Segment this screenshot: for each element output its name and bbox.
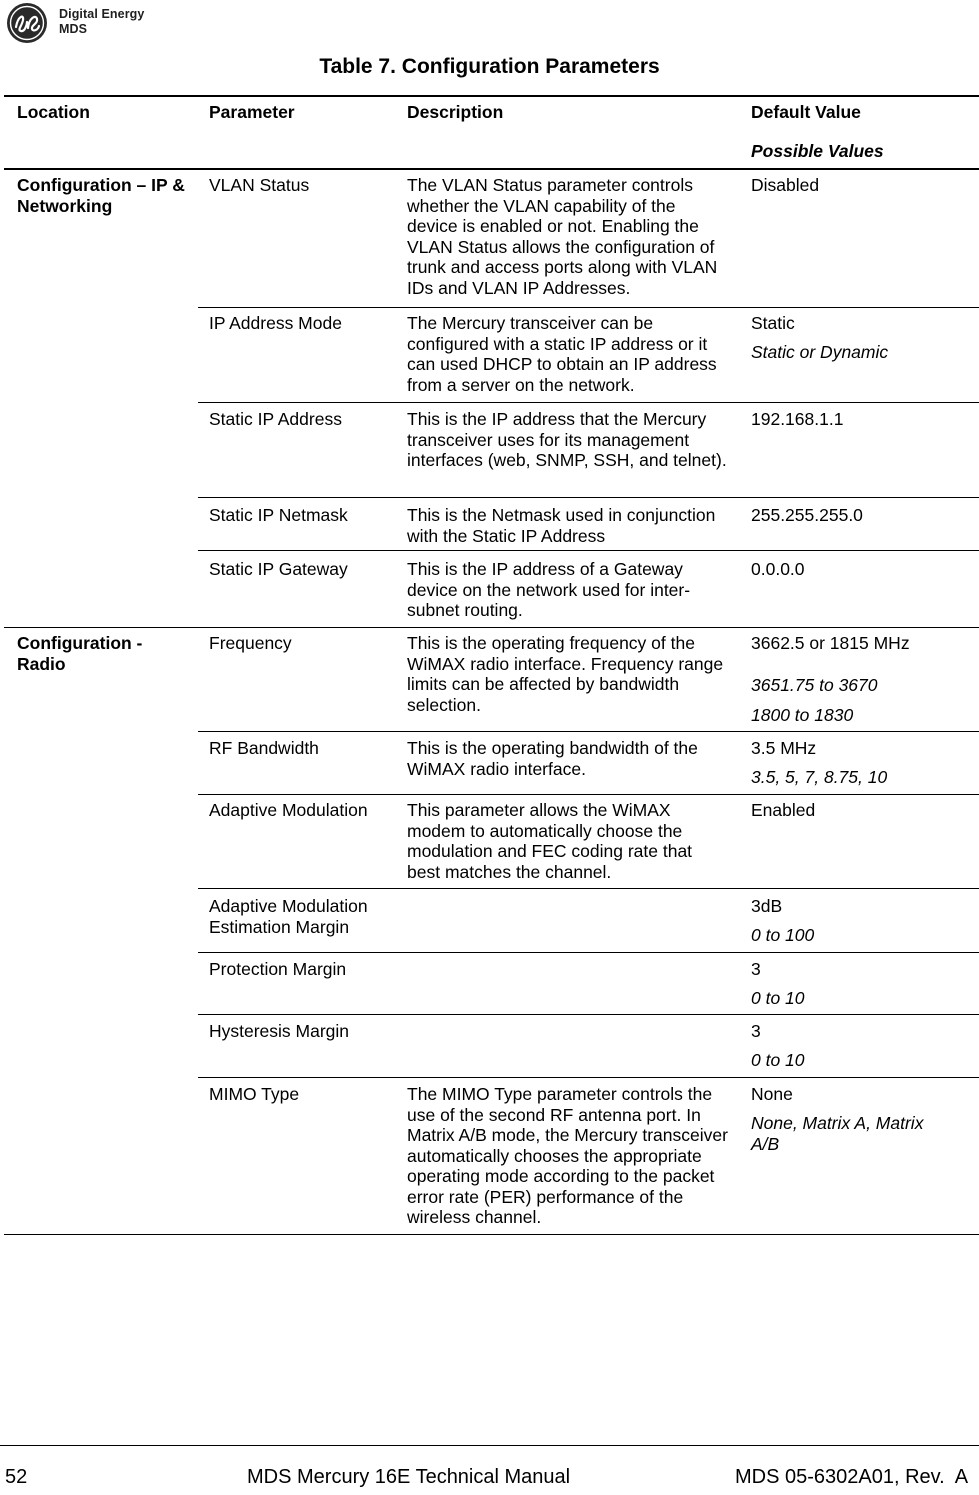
column-header-location: Location bbox=[17, 102, 90, 122]
parameter-cell: VLAN Status bbox=[209, 175, 310, 195]
default-value-cell: 3 bbox=[751, 1021, 761, 1041]
possible-values-cell: None, Matrix A, Matrix A/B bbox=[751, 1113, 924, 1154]
manual-title: MDS Mercury 16E Technical Manual bbox=[247, 1466, 571, 1488]
row-divider bbox=[198, 794, 979, 795]
parameter-cell: Hysteresis Margin bbox=[209, 1021, 350, 1041]
table-title: Table 7. Configuration Parameters bbox=[319, 55, 660, 78]
column-header-default-value: Default Value bbox=[751, 102, 861, 122]
parameter-cell: IP Address Mode bbox=[209, 313, 342, 333]
possible-values-cell: 0 to 10 bbox=[751, 988, 805, 1008]
possible-values-cell: Static or Dynamic bbox=[751, 342, 889, 362]
group-location-ip-networking: Configuration – IP & Networking bbox=[17, 175, 185, 216]
description-cell: This parameter allows the WiMAX modem to automatically choose the modulation and FEC coding rate that best matches the channel. bbox=[407, 800, 693, 882]
default-value-cell: 255.255.255.0 bbox=[751, 505, 863, 525]
default-value-cell: 3 bbox=[751, 959, 761, 979]
default-value-cell: 3dB bbox=[751, 896, 783, 916]
possible-values-cell: 0 to 100 bbox=[751, 925, 815, 945]
parameter-cell: Frequency bbox=[209, 633, 292, 653]
description-cell: The MIMO Type parameter controls the use of the second RF antenna port. In Matrix A/B mode, the Mercury transceiver automatically chooses the appropriate operating mode according to the packet error rate (PER) performance of the wireless channel. bbox=[407, 1084, 728, 1227]
parameter-cell: Static IP Netmask bbox=[209, 505, 348, 525]
group-location-radio: Configuration - Radio bbox=[17, 633, 143, 674]
footer-rule bbox=[0, 1445, 979, 1446]
row-divider bbox=[198, 888, 979, 889]
default-value-cell: None bbox=[751, 1084, 793, 1104]
parameter-cell: MIMO Type bbox=[209, 1084, 300, 1104]
possible-values-cell-2: 1800 to 1830 bbox=[751, 705, 854, 725]
row-divider bbox=[198, 497, 979, 498]
row-divider bbox=[198, 307, 979, 308]
default-value-cell: Disabled bbox=[751, 175, 820, 195]
parameter-cell: RF Bandwidth bbox=[209, 738, 319, 758]
header-bottom-rule bbox=[4, 168, 979, 170]
description-cell: The VLAN Status parameter controls whether the VLAN capability of the device is enabled or not. Enabling the VLAN Status allows the configuration of trunk and access ports along with VLAN IDs and VLAN IP Addresses. bbox=[407, 175, 718, 298]
default-value-cell: Enabled bbox=[751, 800, 816, 820]
parameter-cell: Adaptive Modulation bbox=[209, 800, 368, 820]
table-bottom-rule bbox=[4, 1234, 979, 1235]
description-cell: This is the Netmask used in conjunction with the Static IP Address bbox=[407, 505, 716, 546]
parameter-cell: Protection Margin bbox=[209, 959, 347, 979]
default-value-cell: 3.5 MHz bbox=[751, 738, 817, 758]
row-divider bbox=[198, 731, 979, 732]
possible-values-cell: 3.5, 5, 7, 8.75, 10 bbox=[751, 767, 888, 787]
brand-line-2: MDS bbox=[59, 22, 88, 36]
parameter-cell: Adaptive Modulation Estimation Margin bbox=[209, 896, 368, 937]
group-divider bbox=[4, 627, 979, 628]
description-cell: This is the IP address that the Mercury transceiver uses for its management interfaces (web, SNMP, SSH, and telnet). bbox=[407, 409, 727, 470]
row-divider bbox=[198, 1077, 979, 1078]
row-divider bbox=[198, 1014, 979, 1015]
parameter-cell: Static IP Gateway bbox=[209, 559, 348, 579]
column-header-parameter: Parameter bbox=[209, 102, 295, 122]
row-divider bbox=[198, 550, 979, 551]
description-cell: This is the operating frequency of the WiMAX radio interface. Frequency range limits can be affected by bandwidth selection. bbox=[407, 633, 724, 715]
document-id: MDS 05-6302A01, Rev. A bbox=[735, 1466, 969, 1488]
brand-text bbox=[59, 7, 144, 37]
description-cell: This is the IP address of a Gateway device on the network used for inter-subnet routing. bbox=[407, 559, 691, 620]
description-cell: This is the operating bandwidth of the WiMAX radio interface. bbox=[407, 738, 698, 779]
row-divider bbox=[198, 952, 979, 953]
column-header-description: Description bbox=[407, 102, 504, 122]
default-value-cell: Static bbox=[751, 313, 795, 333]
table-top-rule bbox=[4, 95, 979, 97]
parameter-cell: Static IP Address bbox=[209, 409, 342, 429]
brand-line-1: Digital Energy bbox=[59, 7, 145, 21]
row-divider bbox=[198, 402, 979, 403]
description-cell: The Mercury transceiver can be configured with a static IP address or it can used DHCP to obtain an IP address from a server on the network. bbox=[407, 313, 717, 395]
possible-values-cell: 3651.75 to 3670 bbox=[751, 675, 878, 695]
default-value-cell: 192.168.1.1 bbox=[751, 409, 844, 429]
default-value-cell: 3662.5 or 1815 MHz bbox=[751, 633, 910, 653]
company-logo bbox=[6, 2, 156, 44]
ge-monogram-icon bbox=[6, 2, 52, 44]
column-header-possible-values: Possible Values bbox=[751, 141, 884, 161]
possible-values-cell: 0 to 10 bbox=[751, 1050, 805, 1070]
default-value-cell: 0.0.0.0 bbox=[751, 559, 805, 579]
page-number: 52 bbox=[5, 1466, 28, 1488]
